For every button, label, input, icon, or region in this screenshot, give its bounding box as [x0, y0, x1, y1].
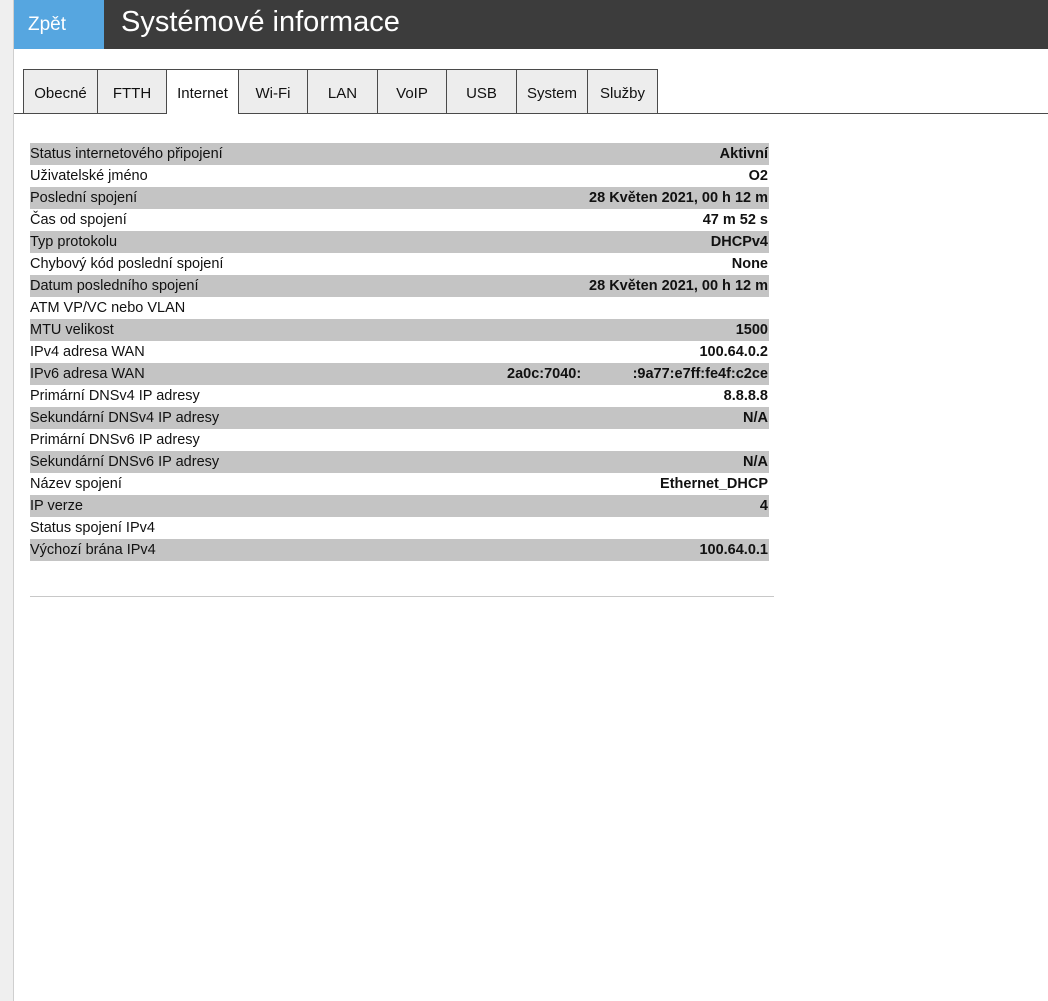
table-row	[30, 429, 769, 451]
row-label: Sekundární DNSv4 IP adresy	[30, 410, 220, 426]
tab-obecne[interactable]: Obecné	[23, 69, 98, 113]
row-label: Čas od spojení	[30, 212, 127, 228]
row-value: 100.64.0.2	[699, 344, 768, 360]
tab-sluzby[interactable]: Služby	[587, 69, 658, 113]
table-row	[30, 231, 769, 253]
row-value: N/A	[743, 410, 768, 426]
table-row	[30, 539, 769, 561]
tab-bar	[23, 69, 657, 114]
app-frame	[13, 0, 1048, 1001]
row-value: Aktivní	[719, 146, 768, 162]
row-label: Typ protokolu	[30, 234, 118, 250]
row-label: IP verze	[30, 498, 83, 514]
row-label: Uživatelské jméno	[30, 168, 148, 184]
tab-internet[interactable]: Internet	[166, 69, 239, 114]
table-row	[30, 363, 769, 385]
row-value: 1500	[735, 322, 768, 338]
row-value: 100.64.0.1	[699, 542, 768, 558]
row-value-prefix: 2a0c:7040:	[507, 366, 582, 382]
row-label: Status spojení IPv4	[30, 520, 155, 536]
table-row	[30, 407, 769, 429]
row-value: 28 Květen 2021, 00 h 12 m	[589, 278, 768, 294]
row-label: IPv4 adresa WAN	[30, 344, 145, 360]
row-value: DHCPv4	[710, 234, 768, 250]
row-label: Primární DNSv4 IP adresy	[30, 388, 200, 404]
row-value: 28 Květen 2021, 00 h 12 m	[589, 190, 768, 206]
back-button[interactable]: Zpět	[14, 0, 104, 49]
row-label: ATM VP/VC nebo VLAN	[30, 300, 186, 316]
table-row	[30, 253, 769, 275]
table-row	[30, 473, 769, 495]
info-table	[30, 143, 769, 561]
table-row	[30, 451, 769, 473]
table-row	[30, 165, 769, 187]
row-label: Název spojení	[30, 476, 122, 492]
table-row	[30, 517, 769, 539]
tab-voip[interactable]: VoIP	[377, 69, 447, 113]
row-value: O2	[748, 168, 768, 184]
table-row	[30, 209, 769, 231]
page-title: Systémové informace	[121, 6, 400, 38]
table-row	[30, 495, 769, 517]
tab-lan[interactable]: LAN	[307, 69, 378, 113]
row-label: Datum posledního spojení	[30, 278, 199, 294]
row-label: Status internetového připojení	[30, 146, 223, 162]
row-label: Primární DNSv6 IP adresy	[30, 432, 200, 448]
table-row	[30, 297, 769, 319]
tab-usb[interactable]: USB	[446, 69, 517, 113]
row-value: 4	[759, 498, 768, 514]
row-label: Výchozí brána IPv4	[30, 542, 156, 558]
bottom-divider	[30, 596, 774, 597]
row-label: Poslední spojení	[30, 190, 138, 206]
tab-ftth[interactable]: FTTH	[97, 69, 167, 113]
header-bar	[14, 0, 1048, 49]
row-label: MTU velikost	[30, 322, 114, 338]
table-row	[30, 187, 769, 209]
table-row	[30, 143, 769, 165]
row-label: IPv6 adresa WAN	[30, 366, 145, 382]
tab-wifi[interactable]: Wi-Fi	[238, 69, 308, 113]
row-value: N/A	[743, 454, 768, 470]
table-row	[30, 385, 769, 407]
row-value: 8.8.8.8	[723, 388, 768, 404]
row-label: Chybový kód poslední spojení	[30, 256, 224, 272]
table-row	[30, 341, 769, 363]
tab-system[interactable]: System	[516, 69, 588, 113]
table-row	[30, 319, 769, 341]
row-label: Sekundární DNSv6 IP adresy	[30, 454, 220, 470]
row-value: Ethernet_DHCP	[660, 476, 768, 492]
row-value: None	[731, 256, 768, 272]
table-row	[30, 275, 769, 297]
row-value: 47 m 52 s	[702, 212, 768, 228]
row-value: :9a77:e7ff:fe4f:c2ce	[632, 366, 768, 382]
